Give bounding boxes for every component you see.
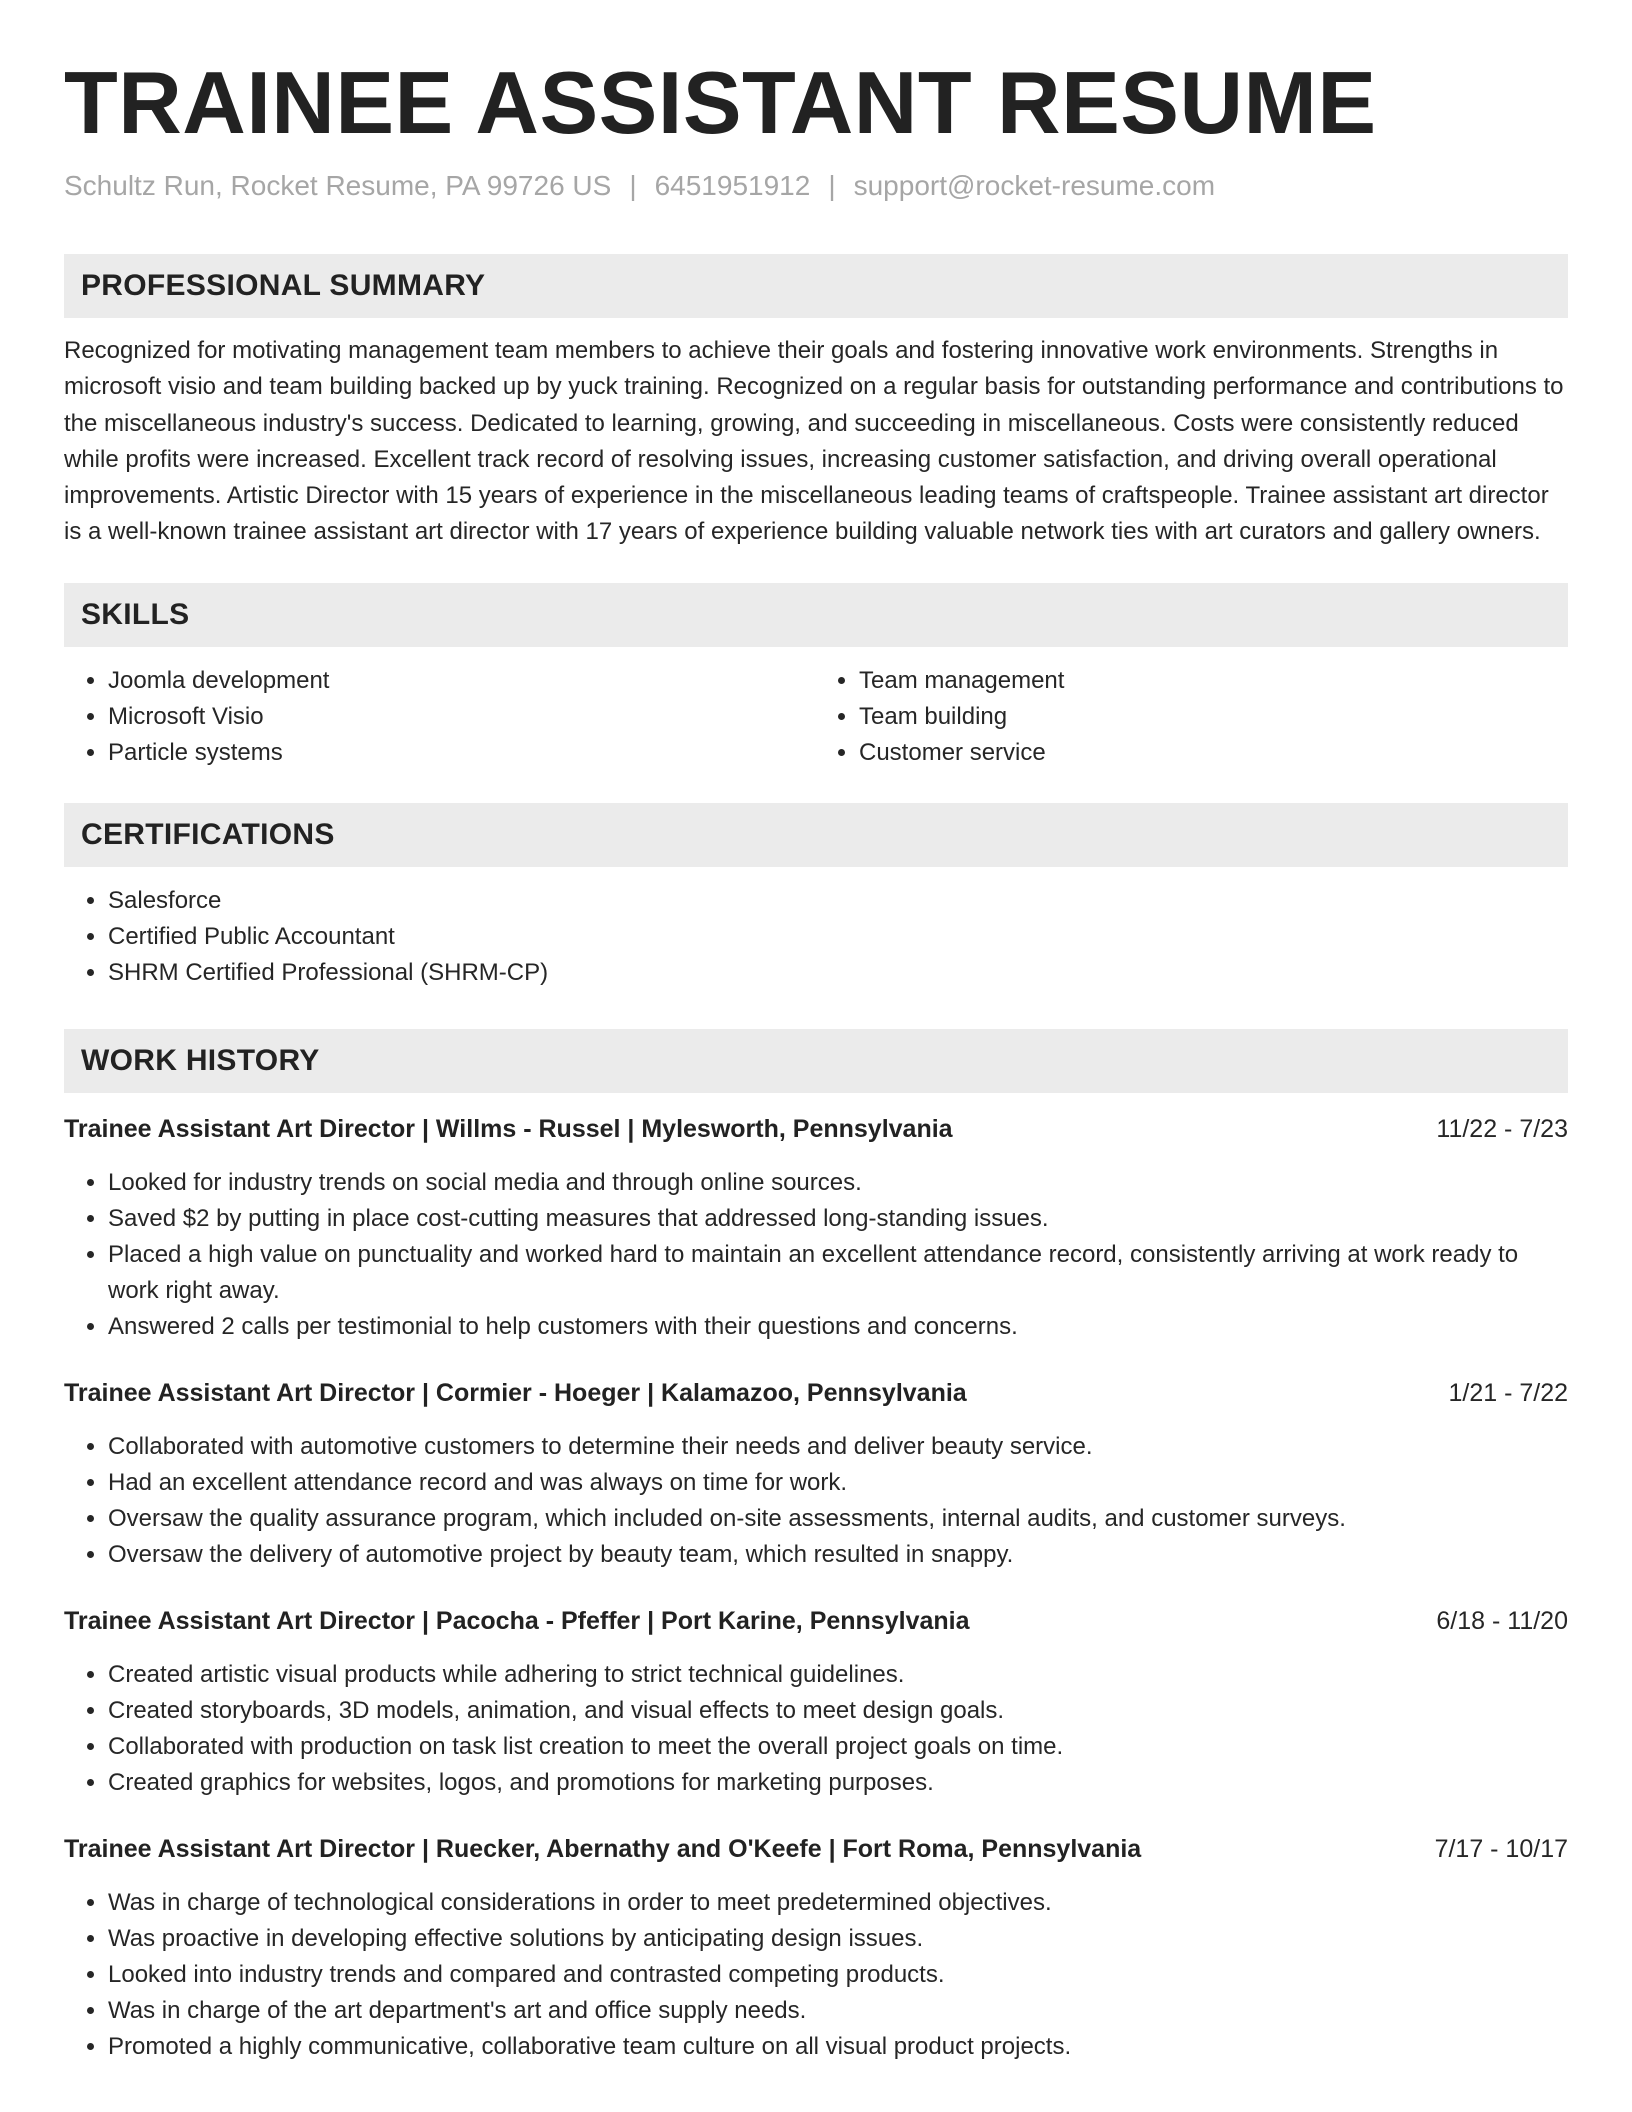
job-title: Trainee Assistant Art Director | Ruecker, Abernathy and O'Keefe | Fort Roma, Pennsylvania <box>64 1834 1142 1863</box>
job-bullets <box>64 1885 1568 2065</box>
job-bullet: • Oversaw the delivery of automotive project by beauty team, which resulted in snappy. <box>108 1537 1568 1573</box>
job-bullets <box>64 1657 1568 1801</box>
contact-separator: | <box>828 170 836 201</box>
section-header-certifications: CERTIFICATIONS <box>64 803 1568 867</box>
certification-item: • SHRM Certified Professional (SHRM-CP) <box>108 955 1568 991</box>
resume-title: TRAINEE ASSISTANT RESUME <box>64 53 1377 152</box>
job-bullet: • Was proactive in developing effective solutions by anticipating design issues. <box>108 1921 1568 1957</box>
skill-item: • Particle systems <box>108 735 816 771</box>
contact-separator: | <box>629 170 637 201</box>
job-bullet: • Had an excellent attendance record and was always on time for work. <box>108 1465 1568 1501</box>
skills-list-right <box>816 663 1568 771</box>
job-bullets <box>64 1429 1568 1573</box>
certification-item: • Certified Public Accountant <box>108 919 1568 955</box>
job-bullet: • Created artistic visual products while adhering to strict technical guidelines. <box>108 1657 1568 1693</box>
job-bullet: • Created graphics for websites, logos, and promotions for marketing purposes. <box>108 1765 1568 1801</box>
certifications-list <box>64 883 1568 991</box>
job-bullet: • Was in charge of the art department's art and office supply needs. <box>108 1993 1568 2029</box>
job-title: Trainee Assistant Art Director | Pacocha - Pfeffer | Port Karine, Pennsylvania <box>64 1606 970 1635</box>
job-bullet: • Created storyboards, 3D models, animation, and visual effects to meet design goals. <box>108 1693 1568 1729</box>
job-entry <box>64 1603 1568 1801</box>
skill-item: • Team building <box>859 699 1568 735</box>
job-title: Trainee Assistant Art Director | Willms - Russel | Mylesworth, Pennsylvania <box>64 1114 953 1143</box>
certification-item: • Salesforce <box>108 883 1568 919</box>
job-dates: 6/18 - 11/20 <box>1436 1606 1568 1635</box>
job-header <box>64 1375 1568 1411</box>
job-bullet: • Saved $2 by putting in place cost-cutting measures that addressed long-standing issues. <box>108 1201 1568 1237</box>
job-title: Trainee Assistant Art Director | Cormier - Hoeger | Kalamazoo, Pennsylvania <box>64 1378 967 1407</box>
contact-phone: 6451951912 <box>654 170 811 201</box>
skill-item: • Team management <box>859 663 1568 699</box>
job-header <box>64 1603 1568 1639</box>
job-bullet: • Was in charge of technological considerations in order to meet predetermined objectives. <box>108 1885 1568 1921</box>
skill-item: • Joomla development <box>108 663 816 699</box>
job-dates: 7/17 - 10/17 <box>1434 1834 1568 1863</box>
job-bullet: • Answered 2 calls per testimonial to help customers with their questions and concerns. <box>108 1309 1568 1345</box>
contact-address: Schultz Run, Rocket Resume, PA 99726 US <box>64 170 612 201</box>
job-dates: 11/22 - 7/23 <box>1436 1114 1568 1143</box>
contact-line <box>64 168 1568 204</box>
job-bullet: • Collaborated with automotive customers to determine their needs and deliver beauty service. <box>108 1429 1568 1465</box>
job-header <box>64 1831 1568 1867</box>
job-entry <box>64 1831 1568 2065</box>
job-bullet: • Promoted a highly communicative, collaborative team culture on all visual product projects. <box>108 2029 1568 2065</box>
job-bullet: • Placed a high value on punctuality and worked hard to maintain an excellent attendance record, consistently arriving at work ready to work right away. <box>108 1237 1568 1309</box>
job-entry <box>64 1111 1568 1345</box>
job-bullet: • Looked into industry trends and compared and contrasted competing products. <box>108 1957 1568 1993</box>
job-bullet: • Oversaw the quality assurance program, which included on-site assessments, internal audits, and customer surveys. <box>108 1501 1568 1537</box>
skill-item: • Customer service <box>859 735 1568 771</box>
summary-text: Recognized for motivating management team members to achieve their goals and fostering innovative work environments. Strengths in microsoft visio and team building backed up by yuck training. Recognized on a regular basis for outstanding performance and contributions to the miscellaneous industry's success. Dedicated to learning, growing, and succeeding in miscellaneous. Costs were consistently reduced while profits were increased. Excellent track record of resolving issues, increasing customer satisfaction, and driving overall operational improvements. Artistic Director with 15 years of experience in the miscellaneous leading teams of craftspeople. Trainee assistant art director is a well-known trainee assistant art director with 17 years of experience building valuable network ties with art curators and gallery owners. <box>64 337 1564 546</box>
contact-email: support@rocket-resume.com <box>853 170 1216 201</box>
job-header <box>64 1111 1568 1147</box>
section-header-summary: PROFESSIONAL SUMMARY <box>64 254 1568 318</box>
job-bullets <box>64 1165 1568 1345</box>
skills-columns <box>64 663 1568 771</box>
section-header-skills: SKILLS <box>64 583 1568 647</box>
job-dates: 1/21 - 7/22 <box>1448 1378 1568 1407</box>
job-entry <box>64 1375 1568 1573</box>
job-bullet: • Collaborated with production on task list creation to meet the overall project goals on time. <box>108 1729 1568 1765</box>
section-header-work-history: WORK HISTORY <box>64 1029 1568 1093</box>
skills-list-left <box>64 663 816 771</box>
skill-item: • Microsoft Visio <box>108 699 816 735</box>
job-bullet: • Looked for industry trends on social media and through online sources. <box>108 1165 1568 1201</box>
